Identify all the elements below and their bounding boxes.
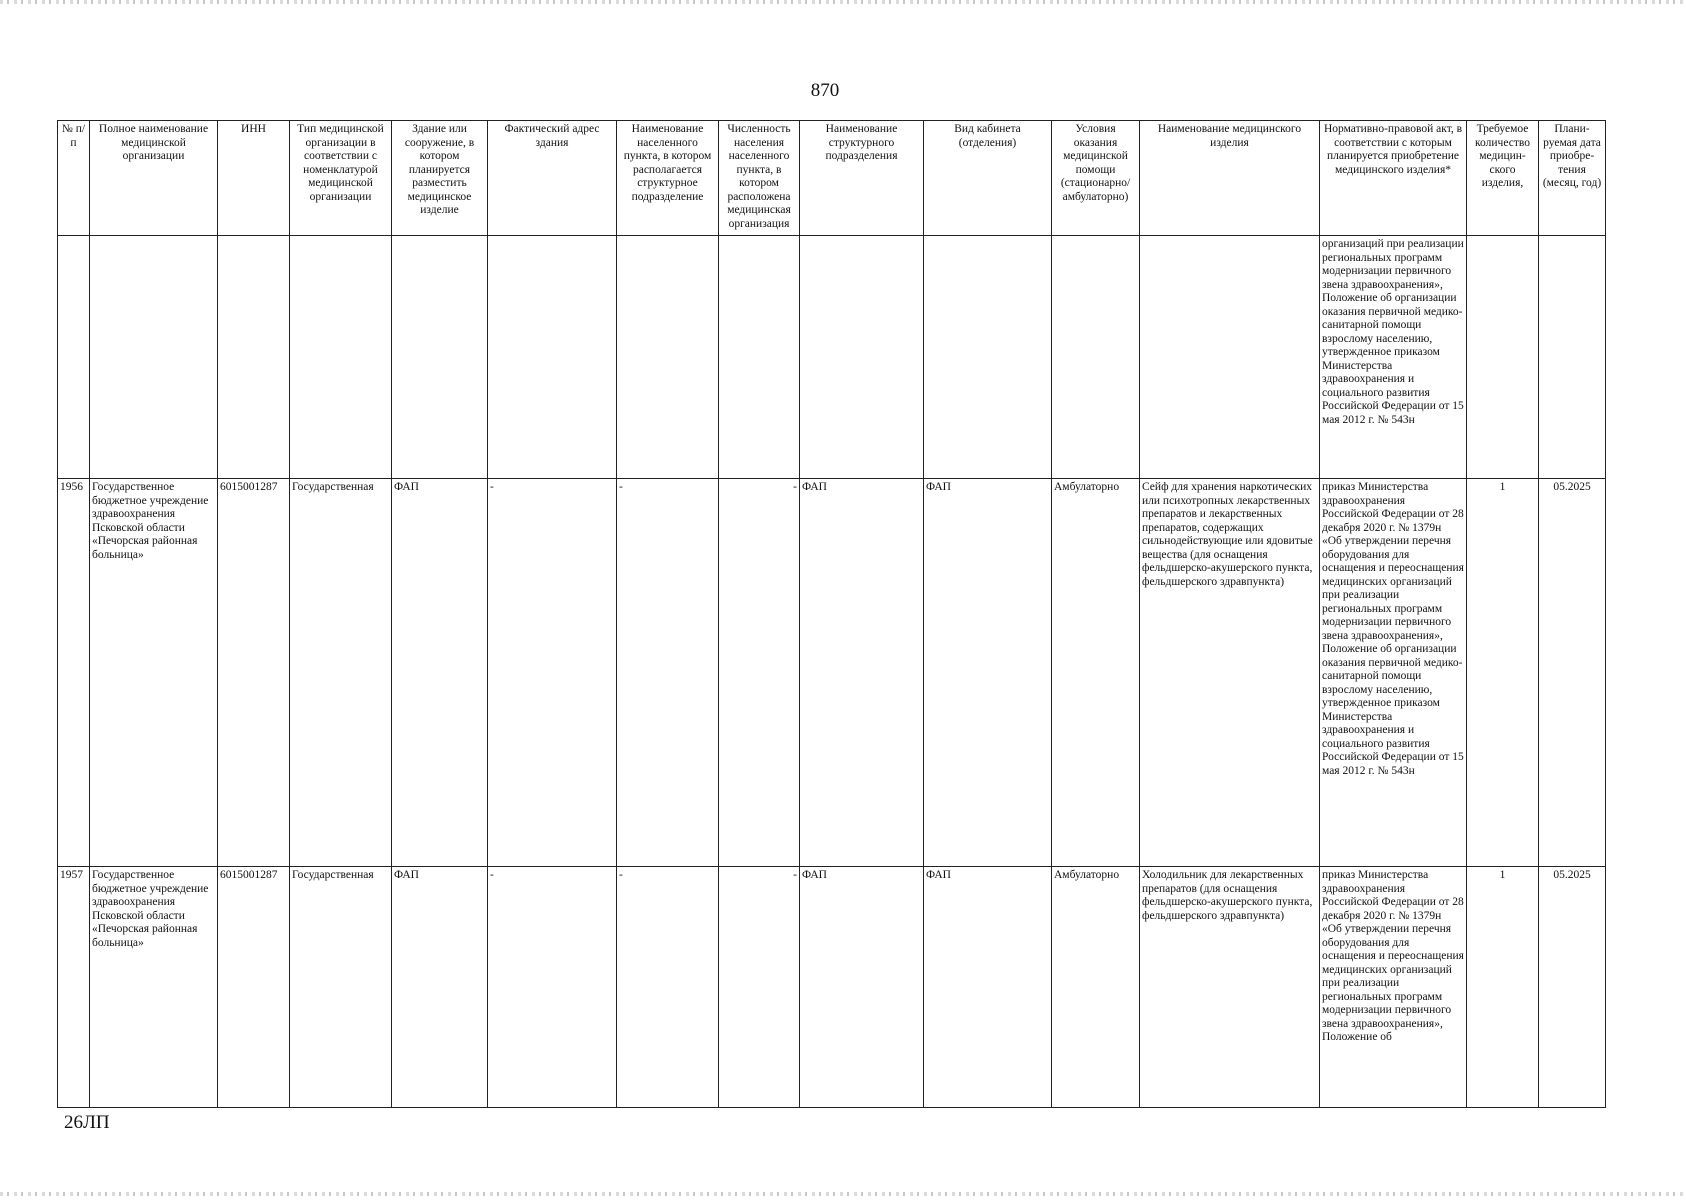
header-inn: ИНН — [218, 121, 290, 236]
header-legal-act: Нормативно-правовой акт, в соответствии с которым планируется приобретение медицинского изделия* — [1320, 121, 1467, 236]
cell-legal-act: организаций при реализации региональных программ модернизации первичного звена здравоохранения», Положение об организации оказания первичной медико-санитарной помощи взрослому населению, утвержденное приказом Министерства здравоохранения и социального развития Российской Федерации от 15 мая 2012 г. № 543н — [1320, 236, 1467, 479]
header-type: Тип медицинской организации в соответствии с номенклатурой медицинской организации — [290, 121, 392, 236]
table-row — [58, 867, 1606, 1108]
cell-quantity: 1 — [1467, 479, 1539, 867]
cell-device: Сейф для хранения наркотических или психотропных лекарственных препаратов и лекарственных препаратов, содержащих сильнодействующие или ядовитые вещества (для оснащения фельдшерско-акушерского пункта, фельдшерского здравпункта) — [1140, 479, 1320, 867]
cell-type: Государственная — [290, 479, 392, 867]
cell-address: - — [488, 867, 617, 1108]
header-population: Численность населения населенного пункта, в котором расположена медицинская организация — [719, 121, 800, 236]
table-row — [58, 479, 1606, 867]
header-cabinet: Вид кабинета (отделения) — [924, 121, 1052, 236]
header-subdivision: Наименование структурного подразделения — [800, 121, 924, 236]
cell-date: 05.2025 — [1539, 867, 1606, 1108]
table-row-continuation — [58, 236, 1606, 479]
cell-subdivision: ФАП — [800, 479, 924, 867]
header-num: № п/п — [58, 121, 90, 236]
header-address: Фактический адрес здания — [488, 121, 617, 236]
cell-subdivision: ФАП — [800, 867, 924, 1108]
cell-building: ФАП — [392, 867, 488, 1108]
cell-num: 1956 — [58, 479, 90, 867]
cell-settlement: - — [617, 479, 719, 867]
scan-edge-bottom — [0, 1192, 1686, 1196]
header-quantity: Требуемое количество медицин-ского изделия, — [1467, 121, 1539, 236]
cell-device: Холодильник для лекарственных препаратов (для оснащения фельдшерско-акушерского пункта, фельдшерского здравпункта) — [1140, 867, 1320, 1108]
cell-inn: 6015001287 — [218, 867, 290, 1108]
table-header-row — [58, 121, 1606, 236]
cell-org: Государственное бюджетное учреждение здравоохранения Псковской области «Печорская районная больница» — [90, 479, 218, 867]
cell-org: Государственное бюджетное учреждение здравоохранения Псковской области «Печорская районная больница» — [90, 867, 218, 1108]
cell-cabinet: ФАП — [924, 479, 1052, 867]
cell-address: - — [488, 479, 617, 867]
header-conditions: Условия оказания медицинской помощи (стационарно/ амбулаторно) — [1052, 121, 1140, 236]
scan-edge-top — [0, 0, 1686, 4]
header-date: Плани-руемая дата приобре-тения (месяц, год) — [1539, 121, 1606, 236]
cell-settlement: - — [617, 867, 719, 1108]
cell-quantity: 1 — [1467, 867, 1539, 1108]
cell-date: 05.2025 — [1539, 479, 1606, 867]
cell-population: - — [719, 867, 800, 1108]
cell-population: - — [719, 479, 800, 867]
cell-conditions: Амбулаторно — [1052, 867, 1140, 1108]
header-device: Наименование медицинского изделия — [1140, 121, 1320, 236]
cell-legal-act: приказ Министерства здравоохранения Российской Федерации от 28 декабря 2020 г. № 1379н «Об утверждении перечня оборудования для оснащения и переоснащения медицинских организаций при реализации региональных программ модернизации первичного звена здравоохранения», Положение об организации оказания первичной медико-санитарной помощи взрослому населению, утвержденное приказом Министерства здравоохранения и социального развития Российской Федерации от 15 мая 2012 г. № 543н — [1320, 479, 1467, 867]
cell-num: 1957 — [58, 867, 90, 1108]
cell-type: Государственная — [290, 867, 392, 1108]
page-number: 870 — [810, 80, 840, 101]
cell-inn: 6015001287 — [218, 479, 290, 867]
header-settlement: Наименование населенного пункта, в котором располагается структурное подразделение — [617, 121, 719, 236]
header-org: Полное наименование медицинской организации — [90, 121, 218, 236]
cell-legal-act: приказ Министерства здравоохранения Российской Федерации от 28 декабря 2020 г. № 1379н «Об утверждении перечня оборудования для оснащения и переоснащения медицинских организаций при реализации региональных программ модернизации первичного звена здравоохранения», Положение об — [1320, 867, 1467, 1108]
cell-conditions: Амбулаторно — [1052, 479, 1140, 867]
footer-code: 26ЛП — [64, 1112, 110, 1133]
cell-building: ФАП — [392, 479, 488, 867]
cell-cabinet: ФАП — [924, 867, 1052, 1108]
header-building: Здание или сооружение, в котором планируется разместить медицинское изделие — [392, 121, 488, 236]
equipment-table — [57, 120, 1606, 1108]
